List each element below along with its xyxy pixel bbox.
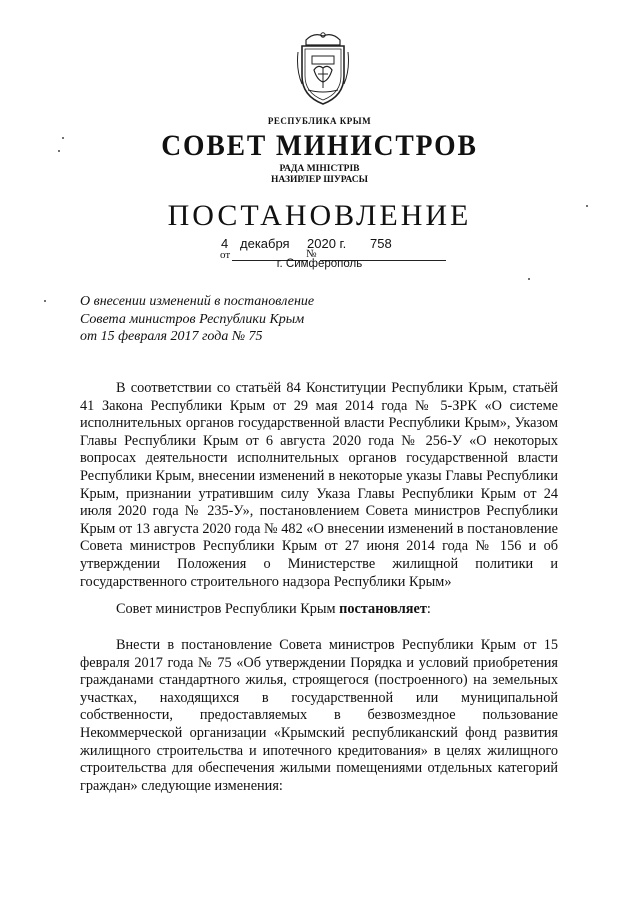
crimea-coat-of-arms-icon [296,30,350,108]
council-title-ukrainian: РАДА МІНІСТРІВ [279,164,360,174]
preamble-paragraph: В соответствии со статьёй 84 Конституции Республики Крым, статьёй 41 Закона Республики Крым от 29 мая 2014 года № 5-ЗРК «О системе исполнительных органов государственной власти Республики Крым», Указом Главы Республики Крым от 6 августа 2020 года № 256-У «О некоторых вопросах деятельности исполнительных органов государственной власти Республики Крым, внесении изменений в некоторые указы Главы Республики Крым, признании утратившим силу Указа Главы Республики Крым от 24 июля 2020 года № 235-У», постановлением Совета министров Республики Крым от 13 августа 2020 года № 482 «О внесении изменений в постановление Совета министров Республики Крым от 27 июня 2014 года № 156 и об утверждении Положения о Министерстве жилищной политики и государственного строительного надзора Республики Крым» [80,380,558,590]
decree-title: ПОСТАНОВЛЕНИЕ [167,199,472,232]
number-label: № [306,248,317,260]
resolution-colon: : [426,601,431,617]
decree-subject [80,293,314,346]
scan-speck [44,300,46,302]
decree-number: 758 [370,236,392,251]
republic-name: РЕСПУБЛИКА КРЫМ [267,116,372,126]
council-of-ministers-title: СОВЕТ МИНИСТРОВ [161,129,478,162]
decree-day: 4 [221,236,229,251]
council-title-crimean-tatar: НАЗИРЛЕР ШУРАСЫ [271,175,368,185]
decree-year: 2020 г. [307,236,347,251]
from-label: от [220,249,231,261]
subject-line: от 15 февраля 2017 года № 75 [80,329,263,344]
city-name: г. Симферополь [276,258,363,270]
resolution-keyword: постановляет [339,601,427,617]
resolution-paragraph [80,601,558,619]
resolution-text: Совет министров Республики Крым [116,601,340,617]
scan-speck [528,278,530,280]
scan-speck [586,205,588,207]
scan-speck [58,150,60,152]
decree-month: декабря [240,236,290,251]
amendment-paragraph: Внести в постановление Совета министров Республики Крым от 15 февраля 2017 года № 75 «Об утверждении Порядка и условий приобретения гражданами стандартного жилья, строящегося (построенного) на земельных участках, находящихся в государственной или муниципальной собственности, предоставляемых в безвозмездное пользование Некоммерческой организации «Крымский республиканский фонд развития жилищного строительства и ипотечного кредитования» в целях жилищного строительства для обеспечения жилыми помещениями отдельных категорий граждан» следующие изменения: [80,637,558,794]
scan-speck [62,137,64,139]
subject-line: О внесении изменений в постановление [80,294,315,309]
subject-line: Совета министров Республики Крым [80,311,305,327]
